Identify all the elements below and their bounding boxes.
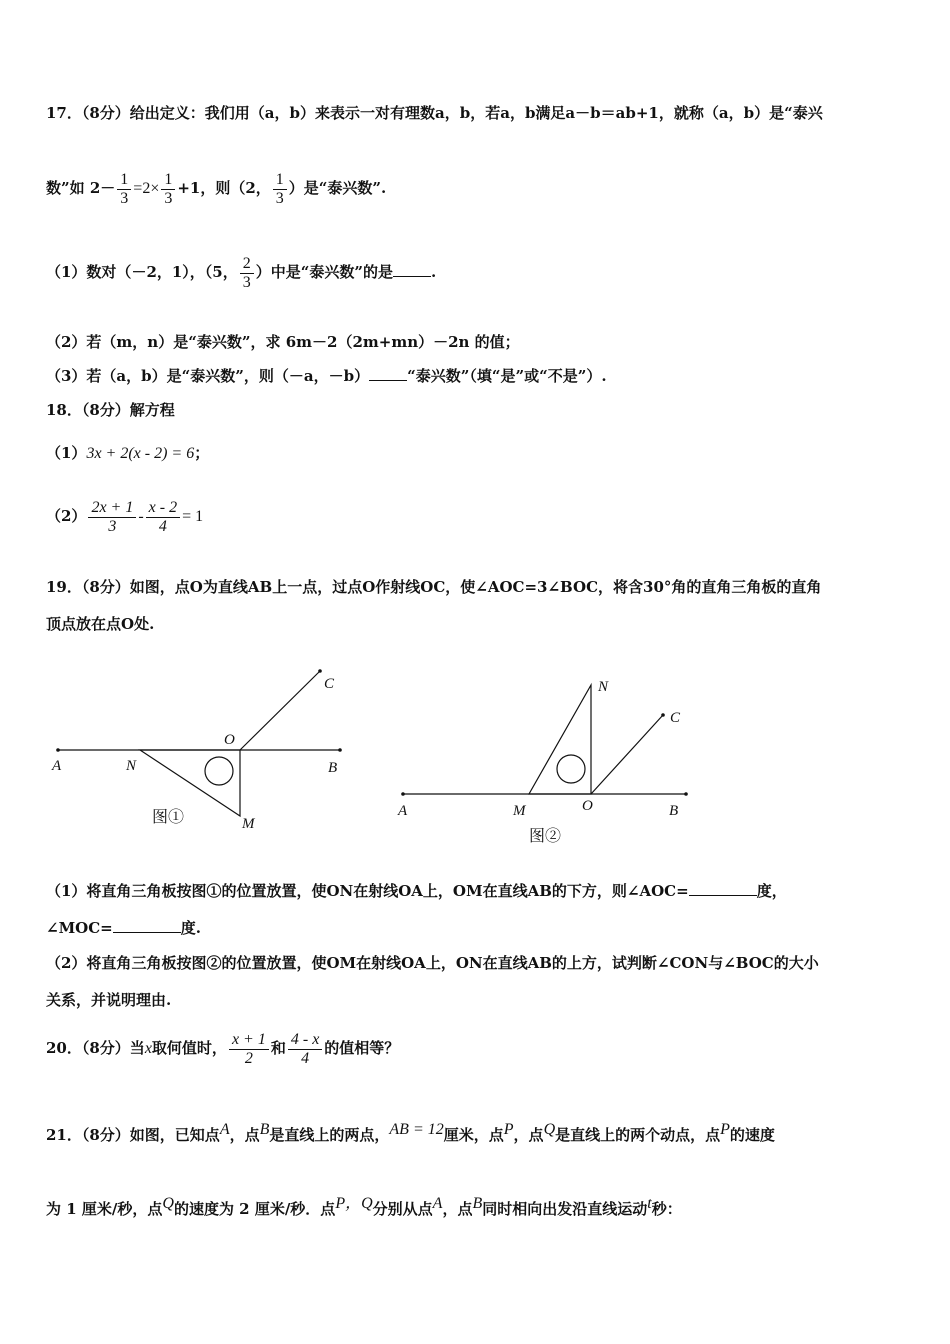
q20-and: 和 — [270, 1039, 286, 1057]
q21-l2-d: ，点 — [442, 1200, 473, 1218]
fraction-den: 3 — [273, 189, 287, 208]
q21-line1 — [46, 1120, 775, 1145]
label-m: M — [513, 803, 526, 819]
q18-part2-label: （2） — [46, 507, 87, 525]
board-hole — [205, 757, 233, 785]
q21-l1-a: 21．（8分）如图，已知点 — [46, 1126, 220, 1144]
point-b-label: B — [259, 1121, 270, 1138]
q21-l2-a: 为 1 厘米/秒，点 — [46, 1200, 163, 1218]
fraction-num: 4 - x — [290, 1030, 320, 1048]
point-b-label-b: B — [472, 1195, 483, 1212]
q21-line2 — [46, 1194, 682, 1219]
label-m: M — [242, 816, 255, 832]
label-b: B — [669, 803, 679, 819]
label-c: C — [324, 676, 335, 692]
q17-part2: （2）若（m，n）是“泰兴数”，求 6m－2（2m+mn）－2n 的值； — [46, 333, 520, 351]
fraction-num: x + 1 — [231, 1030, 266, 1048]
fraction-den: 3 — [161, 189, 175, 208]
figure-1 — [51, 669, 342, 832]
q21-l2-c: 分别从点 — [372, 1200, 433, 1218]
q21-l1-g: 的速度 — [729, 1126, 775, 1144]
point-b — [684, 792, 688, 796]
q17-part1-end: . — [431, 263, 437, 281]
point-q-label-b: Q — [162, 1195, 174, 1212]
ab-equals-12: AB = 12 — [389, 1121, 444, 1138]
fraction-num: 1 — [275, 170, 284, 188]
point-p-label: P — [503, 1121, 514, 1138]
q19-part1-suffix: 度， — [756, 882, 787, 900]
label-o: O — [224, 732, 235, 748]
variable-t: t — [647, 1195, 652, 1212]
label-o: O — [582, 798, 593, 814]
q19-part2-line1: （2）将直角三角板按图②的位置放置，使OM在射线OA上，ON在直线AB的上方，试判断∠CON与∠BOC的大小 — [46, 954, 819, 972]
label-c: C — [670, 710, 681, 726]
q17-part1-prefix: （1）数对（－2，1），（5， — [46, 263, 238, 281]
board-hole — [557, 755, 585, 783]
point-c — [661, 713, 665, 717]
q19-part1-line2-prefix: ∠MOC= — [46, 919, 113, 937]
fraction-4-minus-x-over-4 — [288, 1031, 322, 1068]
point-c — [318, 669, 322, 673]
fraction-num: x - 2 — [148, 498, 178, 516]
fraction-den: 3 — [88, 517, 136, 536]
fraction-den: 4 — [288, 1049, 322, 1068]
answer-blank — [393, 262, 431, 277]
fraction-x-minus-2-over-4 — [146, 499, 180, 536]
fraction-num: 1 — [164, 170, 173, 188]
q21-l1-b: ，点 — [229, 1126, 260, 1144]
fraction-2x-plus-1-over-3 — [88, 499, 136, 536]
q17-line2-suffix: ）是“泰兴数”. — [288, 179, 387, 197]
point-a-label: A — [219, 1121, 230, 1138]
q17-line2-mid: +1，则（2， — [177, 179, 271, 197]
label-b: B — [328, 760, 338, 776]
q20-suffix: 的值相等？ — [324, 1039, 400, 1057]
q19-line2: 顶点放在点O处. — [46, 615, 155, 633]
q17-part1 — [46, 252, 436, 292]
fraction-two-thirds — [240, 255, 254, 292]
q21-l1-f: 是直线上的两个动点，点 — [555, 1126, 721, 1144]
q21-l2-f: 秒： — [651, 1200, 682, 1218]
fraction-den: 3 — [117, 189, 131, 208]
figure-2 — [397, 679, 688, 845]
q19-part1-prefix: （1）将直角三角板按图①的位置放置，使ON在射线OA上，OM在直线AB的下方，则∠AOC= — [46, 882, 689, 900]
point-a — [56, 748, 60, 752]
q20-mid: 取何值时， — [151, 1039, 227, 1057]
equals-one: = 1 — [182, 508, 204, 525]
q21-l2-b: 的速度为 2 厘米/秒．点 — [173, 1200, 336, 1218]
point-a — [401, 792, 405, 796]
fraction-den: 4 — [146, 517, 180, 536]
q18-part1-end: ； — [194, 444, 210, 462]
q19-figures — [0, 660, 950, 860]
q21-l1-d: 厘米，点 — [443, 1126, 504, 1144]
q17-part3-suffix: “泰兴数”（填“是”或“不是”）. — [407, 367, 607, 385]
fraction-one-third-b — [161, 171, 175, 208]
label-a: A — [52, 758, 62, 774]
fraction-x-plus-1-over-2 — [229, 1031, 269, 1068]
fraction-den: 2 — [229, 1049, 269, 1068]
q17-part1-suffix: ）中是“泰兴数”的是 — [255, 263, 394, 281]
q18-part2 — [46, 492, 203, 541]
q19-part2-line2: 关系，并说明理由. — [46, 991, 172, 1009]
variable-x: x — [144, 1040, 152, 1057]
q17-line2 — [46, 168, 386, 209]
fraction-num: 2 — [242, 254, 251, 272]
q17-part3-prefix: （3）若（a，b）是“泰兴数”，则（－a，－b） — [46, 367, 370, 385]
point-b — [338, 748, 342, 752]
fraction-num: 2x + 1 — [91, 498, 134, 516]
q18-part1-label: （1） — [46, 444, 87, 462]
q21-l1-e: ，点 — [513, 1126, 544, 1144]
q18-title: 18．（8分）解方程 — [46, 401, 175, 419]
q19-part1-line2-suffix: 度. — [180, 919, 201, 937]
answer-blank — [369, 366, 407, 381]
label-n: N — [598, 679, 609, 695]
label-n: N — [126, 758, 137, 774]
ray-oc — [240, 671, 320, 750]
point-p-label-b: P — [720, 1121, 730, 1138]
q21-l1-c: 是直线上的两点， — [269, 1126, 390, 1144]
point-q-label: Q — [543, 1121, 556, 1138]
equation-1: 3x + 2(x - 2) = 6 — [86, 445, 195, 462]
q20-prefix: 20．（8分）当 — [46, 1039, 145, 1057]
q21-l2-e: 同时相向出发沿直线运动 — [482, 1200, 648, 1218]
q17-line2-prefix: 数”如 2－ — [46, 179, 116, 197]
figure-1-caption: 图① — [152, 809, 185, 826]
label-a: A — [398, 803, 408, 819]
point-a-label-b: A — [432, 1195, 443, 1212]
q17-line1: 17．（8分）给出定义：我们用（a，b）来表示一对有理数a，b，若a，b满足a－b＝ab+1，就称（a，b）是“泰兴 — [46, 104, 823, 122]
fraction-one-third — [117, 171, 131, 208]
equals-two-times: =2× — [133, 180, 160, 197]
q20-line — [46, 1024, 399, 1073]
q19-part1-line2 — [46, 918, 201, 938]
q18-part1 — [46, 436, 209, 471]
points-pq-label: P，Q — [335, 1195, 373, 1212]
q19-part1-line1 — [46, 881, 787, 901]
ray-oc — [591, 715, 663, 794]
q19-line1: 19．（8分）如图，点O为直线AB上一点，过点O作射线OC，使∠AOC=3∠BOC，将含30°角的直角三角板的直角 — [46, 578, 822, 596]
q17-part3 — [46, 366, 607, 386]
fraction-one-third-c — [273, 171, 287, 208]
figure-2-caption: 图② — [529, 828, 562, 845]
minus-sign: - — [138, 508, 144, 525]
fraction-den: 3 — [240, 273, 254, 292]
answer-blank — [113, 918, 181, 933]
answer-blank — [689, 881, 757, 896]
fraction-num: 1 — [120, 170, 129, 188]
